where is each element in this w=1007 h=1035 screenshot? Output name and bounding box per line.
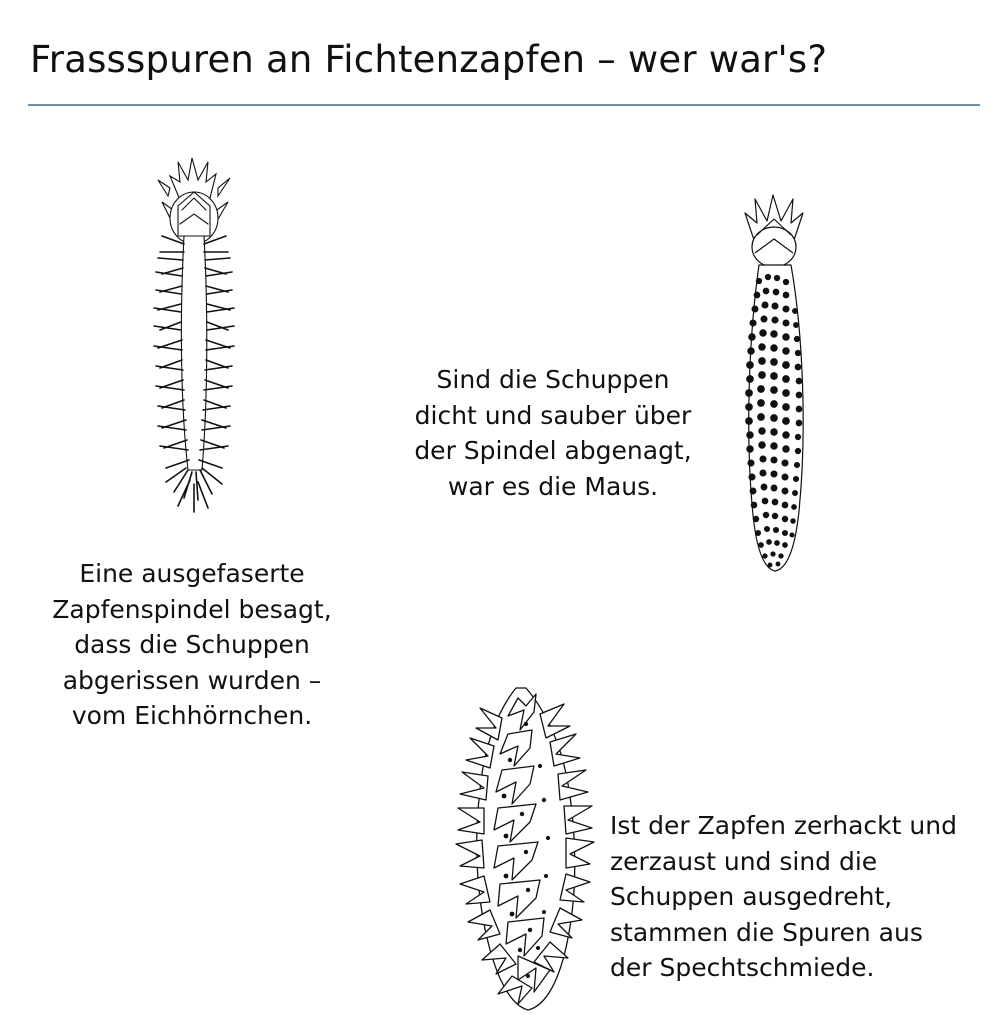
- caption-mouse: Sind die Schuppen dicht und sauber über der Spindel abgenagt, war es die Maus.: [414, 365, 692, 501]
- page-title: Frassspuren an Fichtenzapfen – wer war's?: [30, 38, 828, 81]
- caption-squirrel: Eine ausgefaserte Zapfenspindel besagt, dass die Schuppen abgerissen wurden – vom Eichhörnchen.: [52, 559, 332, 730]
- spruce-cone-frayed-spindle-illustration: [118, 140, 268, 530]
- spruce-cone-gnawed-clean-illustration: [715, 185, 835, 595]
- spruce-cone-hacked-illustration: [440, 680, 615, 1020]
- caption-woodpecker: Ist der Zapfen zerhackt und zerzaust und sind die Schuppen ausgedreht, stammen die Spuren aus der Spechtschmiede.: [610, 811, 957, 982]
- title-divider: [28, 104, 980, 106]
